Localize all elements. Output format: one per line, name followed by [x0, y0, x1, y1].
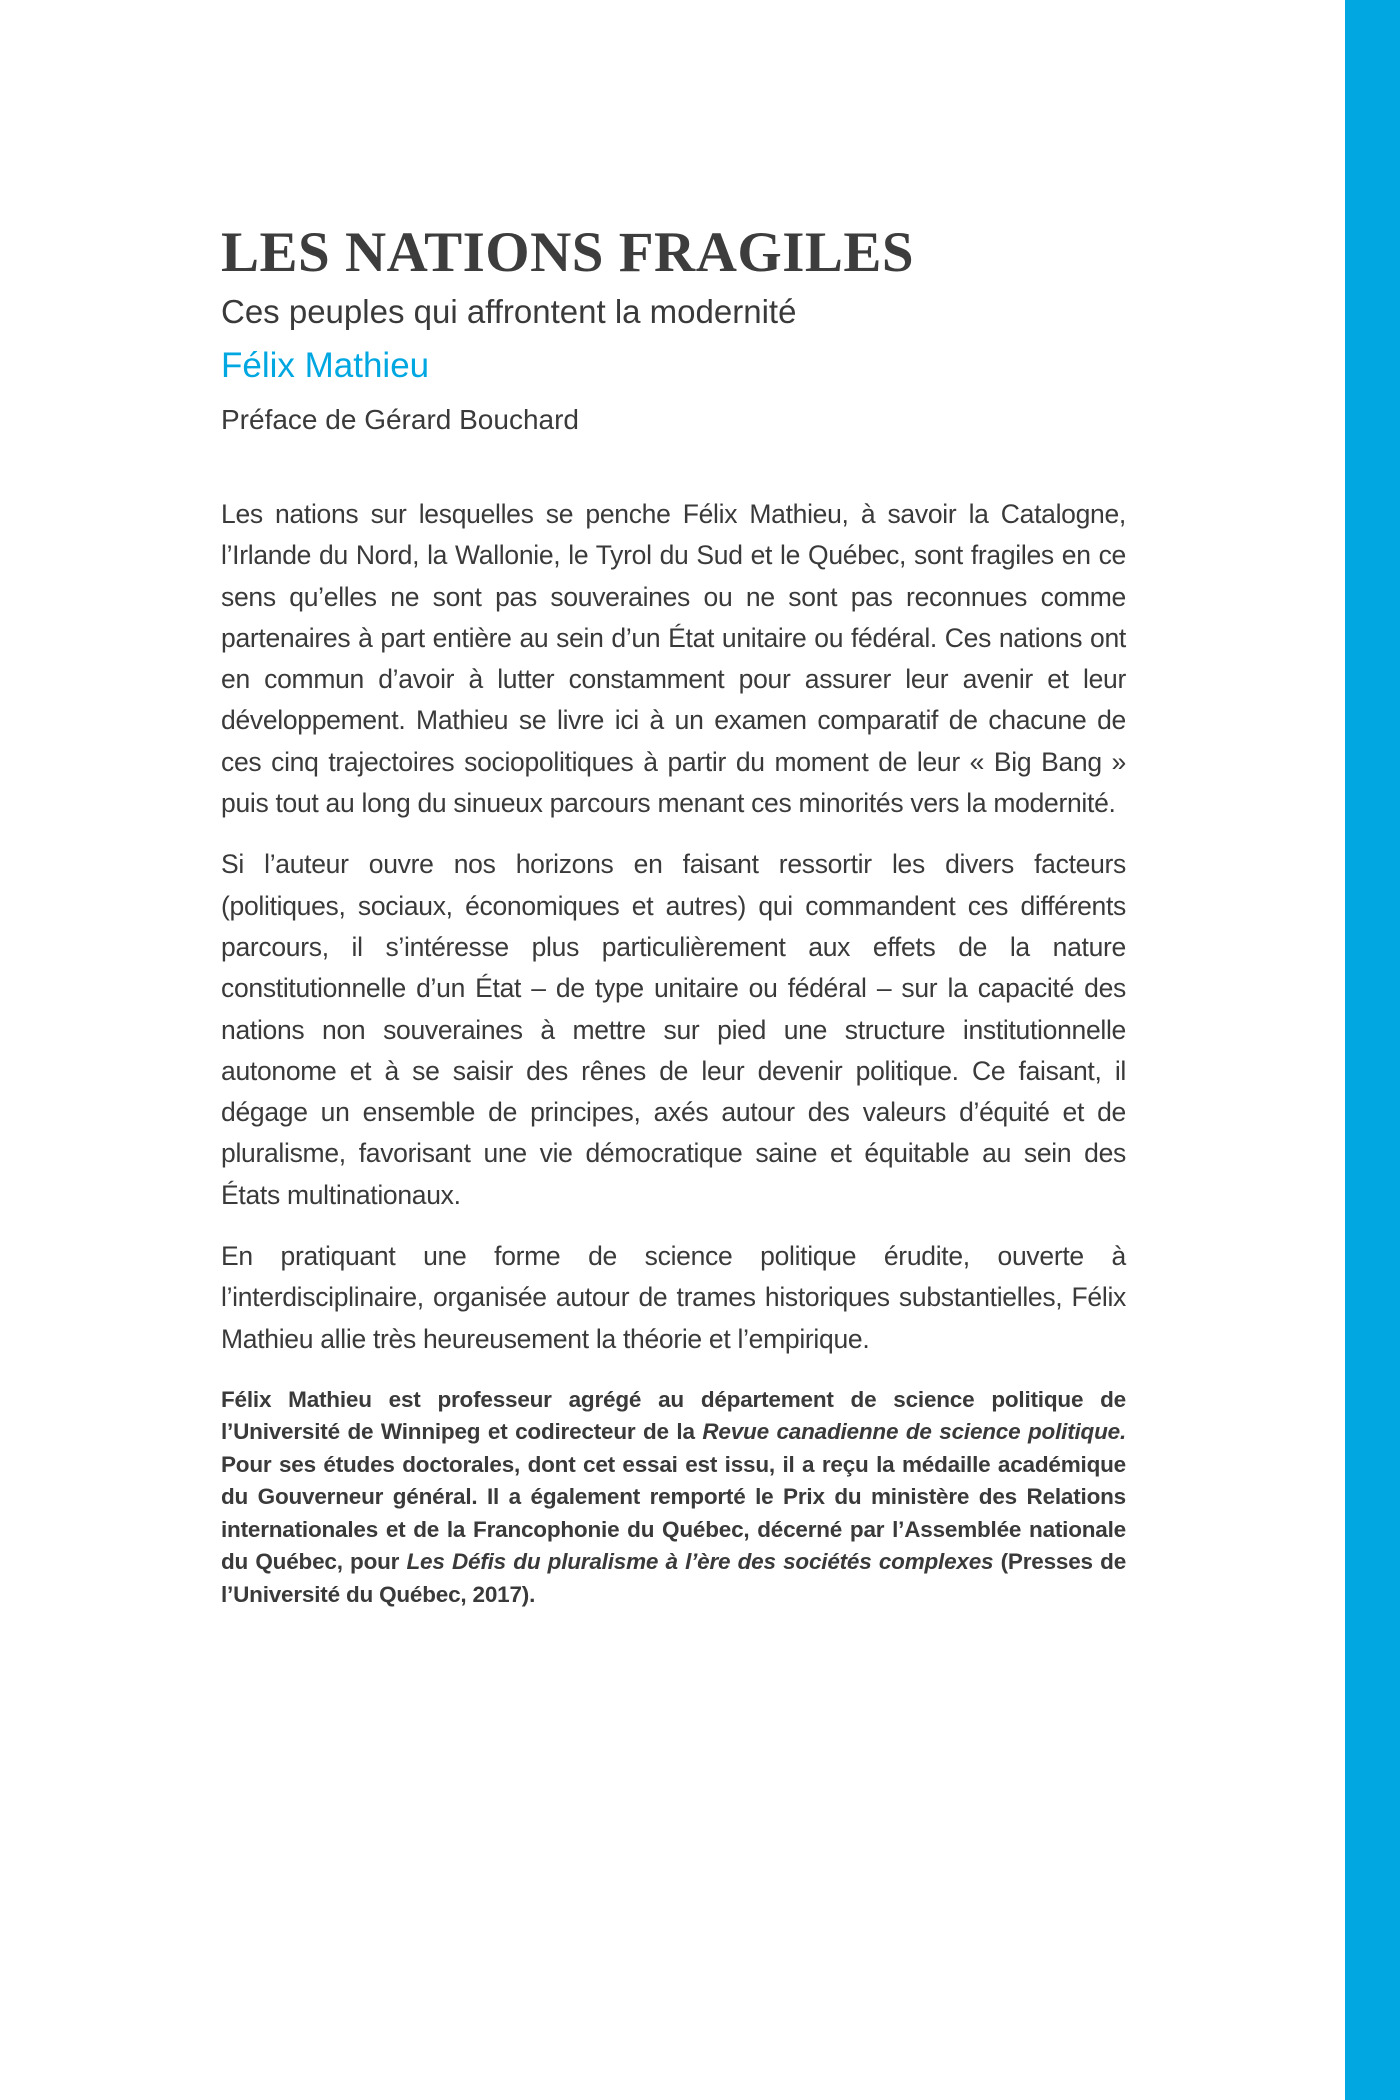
author-bio [221, 1384, 1126, 1612]
book-subtitle: Ces peuples qui affrontent la modernité [221, 293, 797, 330]
description-paragraph: En pratiquant une forme de science politique érudite, ouverte à l’interdisciplinaire, organisée autour de trames historiques substantielles, Félix Mathieu allie très heureusement la théorie et l’empirique. [221, 1241, 1126, 1354]
description-paragraph: Si l’auteur ouvre nos horizons en faisant ressortir les divers facteurs (politiques, sociaux, économiques et autres) qui commandent ces différents parcours, il s’intéresse plus particulièrement aux effets de la nature constitutionnelle d’un État – de type unitaire ou fédéral – sur la capacité des nations non souveraines à mettre sur pied une structure institutionnelle autonome et à se saisir des rênes de leur devenir politique. Ce faisant, il dégage un ensemble de principes, axés autour des valeurs d’équité et de pluralisme, favorisant une vie démocratique saine et équitable au sein des États multinationaux. [221, 849, 1126, 1210]
book-title: LES NATIONS FRAGILES [221, 221, 915, 284]
accent-side-band [1345, 0, 1400, 2100]
bio-journal-title: Revue canadienne de science politique. [702, 1419, 1126, 1445]
book-author: Félix Mathieu [221, 346, 430, 385]
bio-text: (Presses de l’Université du Québec, 2017). [221, 1549, 1127, 1607]
book-description [221, 494, 1126, 1360]
bio-text: Félix Mathieu est professeur agrégé au département de science politique de l’Université de Winnipeg et codirecteur de la [221, 1386, 1126, 1445]
bio-book-title: Les Défis du pluralisme à l’ère des sociétés complexes [406, 1549, 994, 1575]
back-cover-content [221, 220, 1126, 1611]
preface-credit: Préface de Gérard Bouchard [221, 404, 579, 435]
description-paragraph: Les nations sur lesquelles se penche Félix Mathieu, à savoir la Catalogne, l’Irlande du Nord, la Wallonie, le Tyrol du Sud et le Québec, sont fragiles en ce sens qu’elles ne sont pas souveraines ou ne sont pas reconnues comme partenaires à part entière au sein d’un État unitaire ou fédéral. Ces nations ont en commun d’avoir à lutter constamment pour assurer leur avenir et leur développement. Mathieu se livre ici à un examen comparatif de chacune de ces cinq trajectoires sociopolitiques à partir du moment de leur « Big Bang » puis tout au long du sinueux parcours menant ces minorités vers la modernité. [221, 499, 1126, 819]
bio-text: Pour ses études doctorales, dont cet essai est issu, il a reçu la médaille académique du Gouverneur général. Il a également remporté le Prix du ministère des Relations internationales et de la Francophonie du Québec, décerné par l’Assemblée nationale du Québec, pour [221, 1451, 1126, 1575]
